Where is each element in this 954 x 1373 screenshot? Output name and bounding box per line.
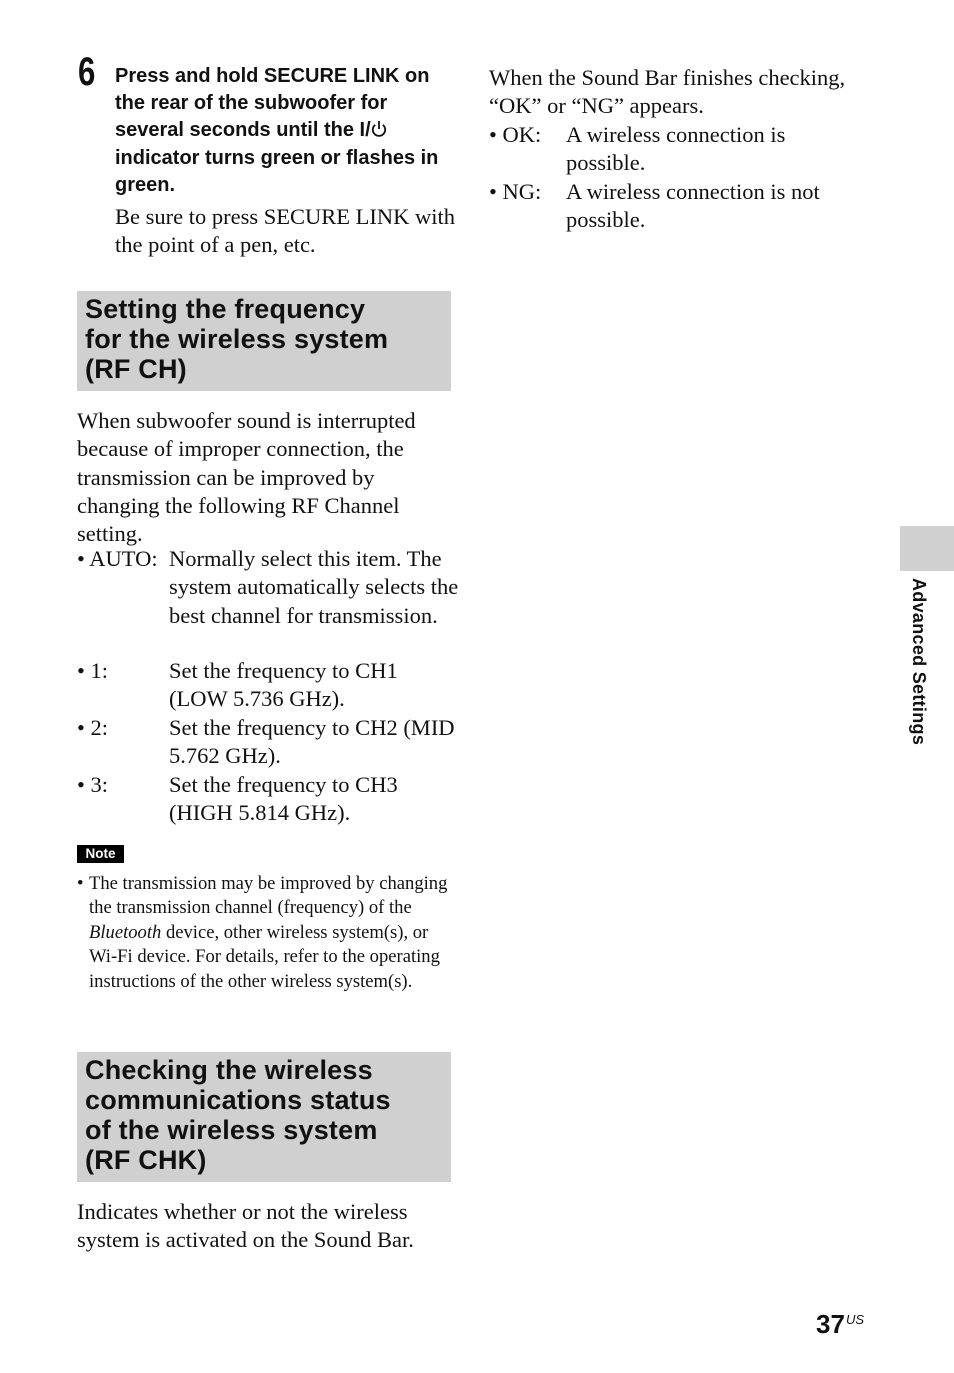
rf-chk-heading-line-2: communications status: [85, 1085, 391, 1115]
rf-ch-heading-line-1: Setting the frequency: [85, 294, 366, 324]
note-badge: Note: [77, 845, 124, 863]
result-bullet: • NG:: [489, 179, 542, 204]
page-number: 37: [816, 1309, 845, 1339]
rf-ch-heading-line-2: for the wireless system: [85, 324, 389, 354]
rf-chk-text: Indicates whether or not the wireless system is activated on the Sound Bar.: [77, 1199, 414, 1253]
section-side-label: Advanced Settings: [909, 578, 929, 746]
option-bullet: • 2:: [77, 715, 109, 740]
section-tab-marker: [900, 526, 954, 571]
rf-chk-result-intro: When the Sound Bar finishes checking, “OK” or “NG” appears.: [489, 65, 846, 119]
option-text: Set the frequency to CH2 (MID 5.762 GHz).: [169, 715, 455, 769]
rf-ch-heading-line-3: (RF CH): [85, 354, 187, 384]
note-text-italic: Bluetooth: [89, 921, 162, 943]
result-text: A wireless connection is not possible.: [566, 179, 820, 233]
rf-chk-heading-line-1: Checking the wireless: [85, 1055, 373, 1085]
rf-chk-heading-line-4: (RF CHK): [85, 1145, 207, 1175]
option-bullet: • 1:: [77, 658, 109, 683]
option-bullet: • AUTO:: [77, 546, 158, 571]
power-standby-icon: [371, 120, 387, 138]
step-number: 6: [78, 50, 96, 94]
option-text: Set the frequency to CH3 (HIGH 5.814 GHz).: [169, 772, 398, 826]
step-instruction: [115, 63, 455, 199]
note-text-part1: The transmission may be improved by changing the transmission channel (frequency) of the: [89, 873, 448, 919]
result-text: A wireless connection is possible.: [566, 122, 786, 176]
note-text: [77, 872, 449, 994]
rf-chk-heading-line-3: of the wireless system: [85, 1115, 378, 1145]
option-text: Set the frequency to CH1 (LOW 5.736 GHz).: [169, 658, 398, 712]
note-bullet: •: [77, 873, 84, 894]
rf-chk-heading: [77, 1052, 451, 1182]
note-text-part2: device, other wireless system(s), or Wi-Fi device. For details, refer to the operating instructions of the other wireless system(s).: [89, 921, 440, 992]
result-bullet: • OK:: [489, 122, 542, 147]
page-region-suffix: US: [846, 1312, 865, 1327]
option-text: Normally select this item. The system automatically selects the best channel for transmission.: [169, 546, 459, 628]
rf-ch-intro: When subwoofer sound is interrupted because of improper connection, the transmission can be improved by changing the following RF Channel setting.: [77, 408, 416, 547]
rf-ch-heading: [77, 291, 451, 391]
step-instruction-part1: Press and hold SECURE LINK on the rear of the subwoofer for several seconds until the I/: [115, 65, 430, 142]
option-bullet: • 3:: [77, 772, 109, 797]
step-note: Be sure to press SECURE LINK with the point of a pen, etc.: [115, 204, 455, 258]
step-instruction-part2: indicator turns green or flashes in green.: [115, 146, 439, 196]
